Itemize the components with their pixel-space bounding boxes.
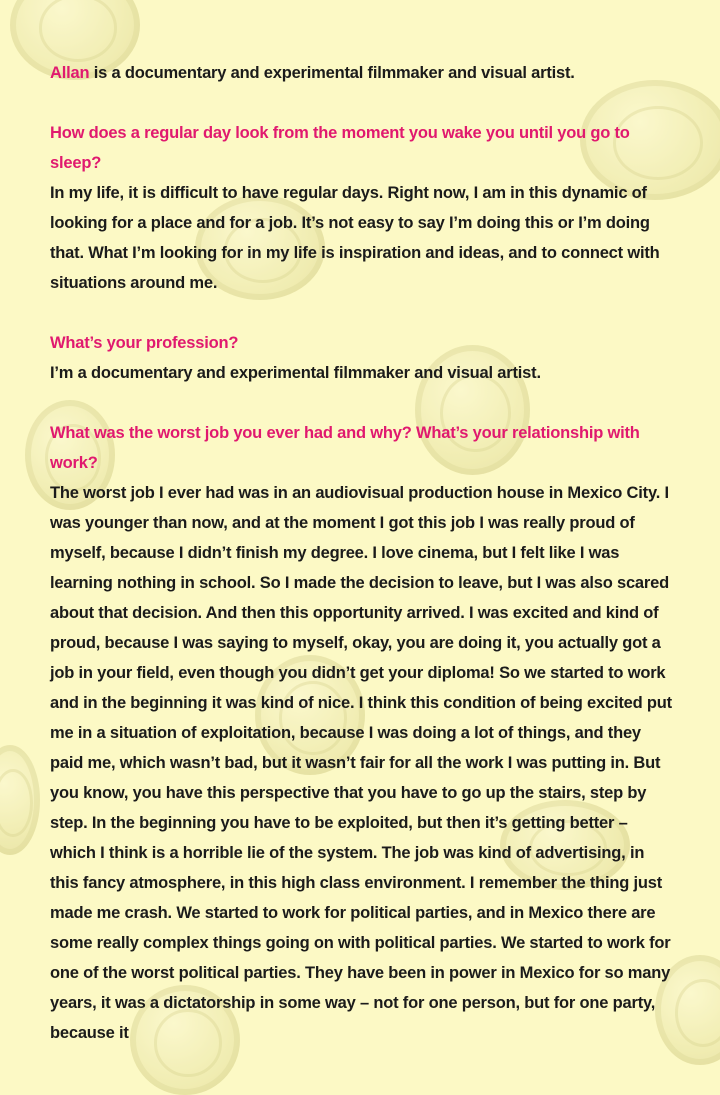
interviewee-name: Allan: [50, 64, 90, 82]
intro-text: is a documentary and experimental filmmaker and visual artist.: [89, 64, 575, 82]
question: What was the worst job you ever had and why? What’s your relationship with work?: [50, 424, 640, 472]
question: How does a regular day look from the moment you wake you until you go to sleep?: [50, 124, 630, 172]
intro-paragraph: [50, 58, 675, 88]
answer: In my life, it is difficult to have regular days. Right now, I am in this dynamic of looking for a place and for a job. It’s not easy to say I’m doing this or I’m doing that. What I’m looking for in my life is inspiration and ideas, and to connect with situations around me.: [50, 184, 660, 292]
question: What’s your profession?: [50, 334, 239, 352]
answer: I’m a documentary and experimental filmmaker and visual artist.: [50, 364, 541, 382]
answer: The worst job I ever had was in an audiovisual production house in Mexico City. I was younger than now, and at the moment I got this job I was really proud of myself, because I didn’t finish my degree. I love cinema, but I felt like I was learning nothing in school. So I made the decision to leave, but I was also scared about that decision. And then this opportunity arrived. I was excited and kind of proud, because I was saying to myself, okay, you are doing it, you actually got a job in your field, even though you didn’t get your diploma! So we started to work and in the beginning it was kind of nice. I think this condition of being excited put me in a situation of exploitation, because I was doing a lot of things, and they paid me, which wasn’t bad, but it wasn’t fair for all the work I was putting in. But you know, you have this perspective that you have to go up the stairs, step by step. In the beginning you have to be exploited, but then it’s getting better – which I think is a horrible lie of the system. The job was kind of advertising, in this fancy atmosphere, in this high class environment. I remember the thing just made me crash. We started to work for political parties, and in Mexico there are some really complex things going on with political parties. We started to work for one of the worst political parties. They have been in power in Mexico for so many years, it was a dictatorship in some way – not for one person, but for one party, because it: [50, 484, 672, 1042]
interview-text: [50, 58, 675, 1048]
coin-decoration: [0, 745, 40, 855]
